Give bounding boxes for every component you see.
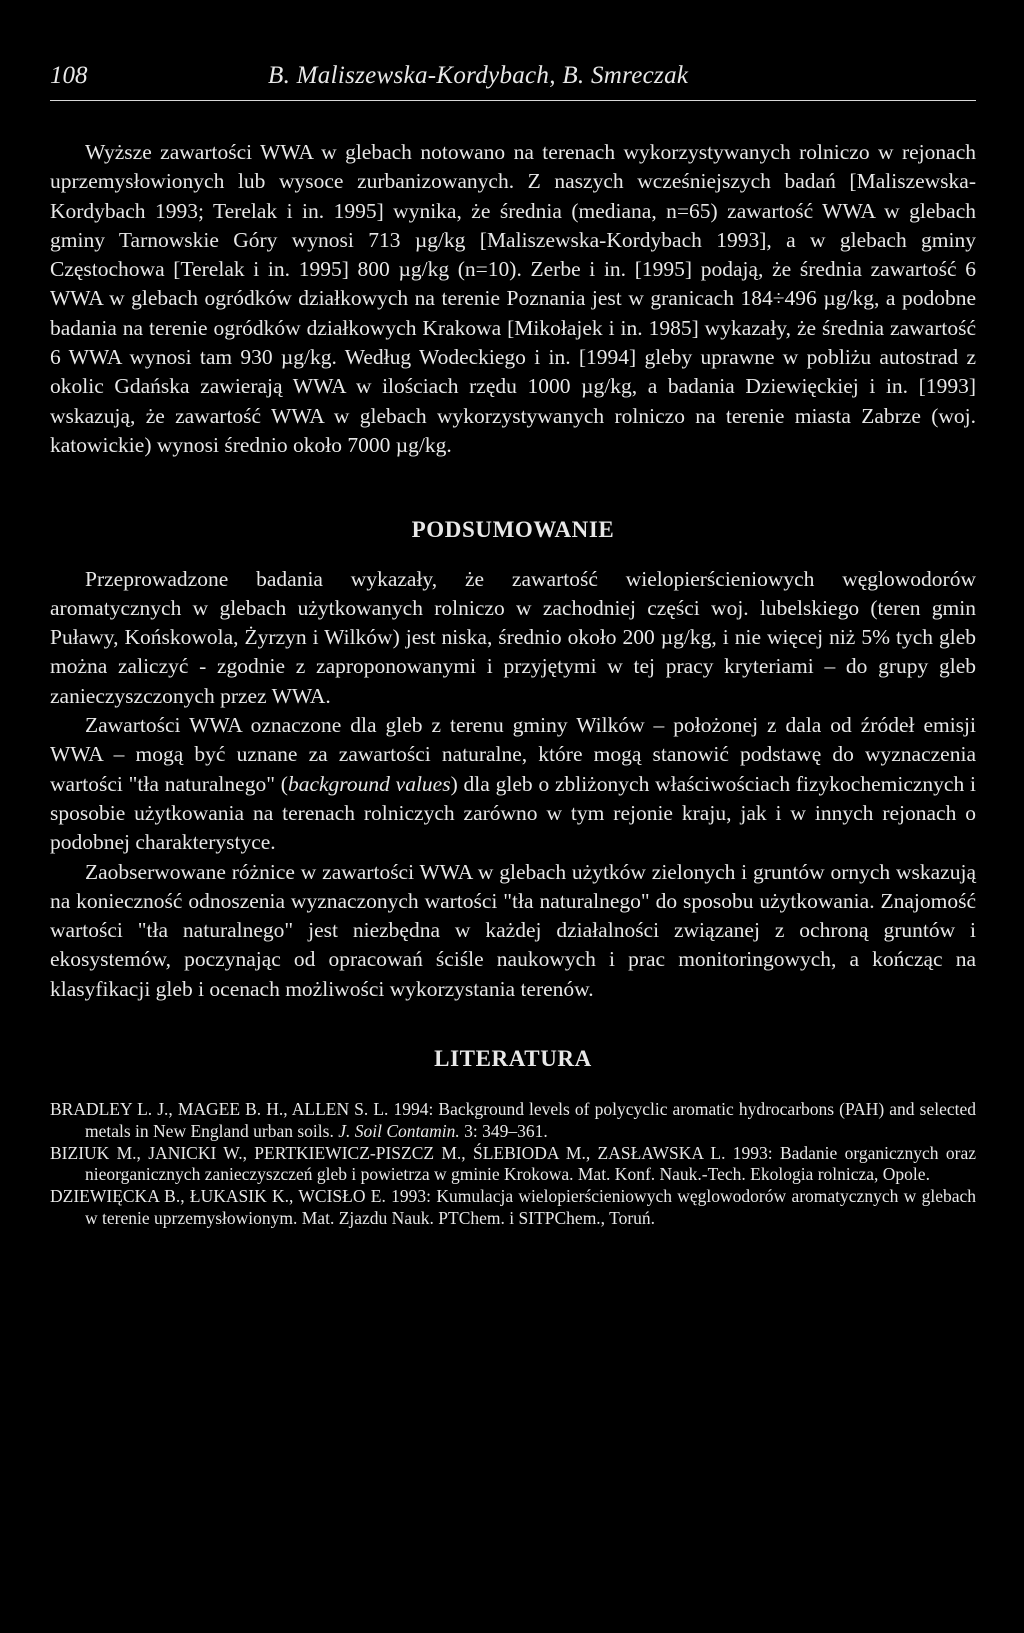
page-number: 108 <box>50 62 88 89</box>
intro-paragraph: Wyższe zawartości WWA w glebach notowano na terenach wykorzystywanych rolniczo w rejonach uprzemysłowionych lub wysoce zurbanizowanych. Z naszych wcześniejszych badań [Maliszewska-Kordybach 1993; Terelak i in. 1995] wynika, że średnia (mediana, n=65) zawartość WWA w glebach gminy Tarnowskie Góry wynosi 713 µg/kg [Maliszewska-Kordybach 1993], a w glebach gminy Częstochowa [Terelak i in. 1995] 800 µg/kg (n=10). Zerbe i in. [1995] podają, że średnia zawartość 6 WWA w glebach ogródków działkowych na terenie Poznania jest w granicach 184÷496 µg/kg, a podobne badania na terenie ogródków działkowych Krakowa [Mikołajek i in. 1985] wykazały, że średnia zawartość 6 WWA wynosi tam 930 µg/kg. Według Wodeckiego i in. [1994] gleby uprawne w pobliżu autostrad z okolic Gdańska zawierają WWA w ilościach rzędu 1000 µg/kg, a badania Dziewięckiej i in. [1993] wskazują, że zawartość WWA w glebach wykorzystywanych rolniczo na terenie miasta Zabrze (woj. katowickie) wynosi średnio około 7000 µg/kg. <box>50 140 976 457</box>
section-heading-literature: LITERATURA <box>434 1046 592 1072</box>
article-body <box>50 138 976 1230</box>
reference-text: BIZIUK M., JANICKI W., PERTKIEWICZ-PISZCZ M., ŚLEBIODA M., ZASŁAWSKA L. 1993: Badanie organicznych oraz nieorganicznych zanieczyszczeń gleb i powietrza w gminie Krokowa. Mat. Konf. Nauk.-Tech. Ekologia rolnicza, Opole. <box>50 1142 976 1185</box>
summary-paragraph-3: Zaobserwowane różnice w zawartości WWA w glebach użytków zielonych i gruntów ornych wskazują na konieczność odnoszenia wyznaczonych wartości "tła naturalnego" do sposobu użytkowania. Znajomość wartości "tła naturalnego" jest niezbędna w każdej działalności związanej z ochroną gruntów i ekosystemów, poczynając od opracowań ściśle naukowych i prac monitoringowych, a kończąc na klasyfikacji gleb i ocenach możliwości wykorzystania terenów. <box>50 859 976 1001</box>
summary-paragraph-1: Przeprowadzone badania wykazały, że zawartość wielopierścieniowych węglowodorów aromatycznych w glebach użytkowanych rolniczo w zachodniej części woj. lubelskiego (teren gmin Puławy, Końskowola, Żyrzyn i Wilków) jest niska, średnio około 200 µg/kg, i nie więcej niż 5% tych gleb można zaliczyć - zgodnie z zaproponowanymi i przyjętymi w tej pracy kryteriami – do grupy gleb zanieczyszczonych przez WWA. <box>50 566 976 708</box>
summary-paragraph-2-text-b: ) dla gleb o zbliżonych właściwościach fizykochemicznych i sposobie użytkowania na terenach rolniczych zarówno w tym rejonie kraju, jak i w innych rejonach o podobnej charakterystyce. <box>50 771 976 855</box>
section-heading-summary: PODSUMOWANIE <box>411 517 615 543</box>
reference-journal: J. Soil Contamin. <box>338 1121 460 1142</box>
reference-item <box>50 1099 976 1142</box>
running-header <box>50 62 976 101</box>
summary-paragraph-2 <box>50 711 976 857</box>
reference-item <box>50 1186 976 1229</box>
summary-paragraph-2-italic: background values <box>287 771 451 796</box>
reference-text-end: 3: 349–361. <box>459 1121 548 1142</box>
running-header-authors: B. Maliszewska-Kordybach, B. Smreczak <box>268 62 689 89</box>
reference-list <box>50 1099 976 1229</box>
summary-paragraph-2-text-a: Zawartości WWA oznaczone dla gleb z terenu gminy Wilków – położonej z dala od źródeł emisji WWA – mogą być uznane za zawartości naturalne, które mogą stanowić podstawę do wyznaczenia wartości "tła naturalnego" ( <box>50 713 976 796</box>
reference-text: DZIEWIĘCKA B., ŁUKASIK K., WCISŁO E. 1993: Kumulacja wielopierścieniowych węglowodorów aromatycznych w glebach w terenie uprzemysłowionym. Mat. Zjazdu Nauk. PTChem. i SITPChem., Toruń. <box>50 1186 976 1228</box>
reference-text: BRADLEY L. J., MAGEE B. H., ALLEN S. L. 1994: Background levels of polycyclic aromatic hydrocarbons (PAH) and selected metals in New England urban soils. <box>50 1099 976 1142</box>
reference-item <box>50 1143 976 1186</box>
